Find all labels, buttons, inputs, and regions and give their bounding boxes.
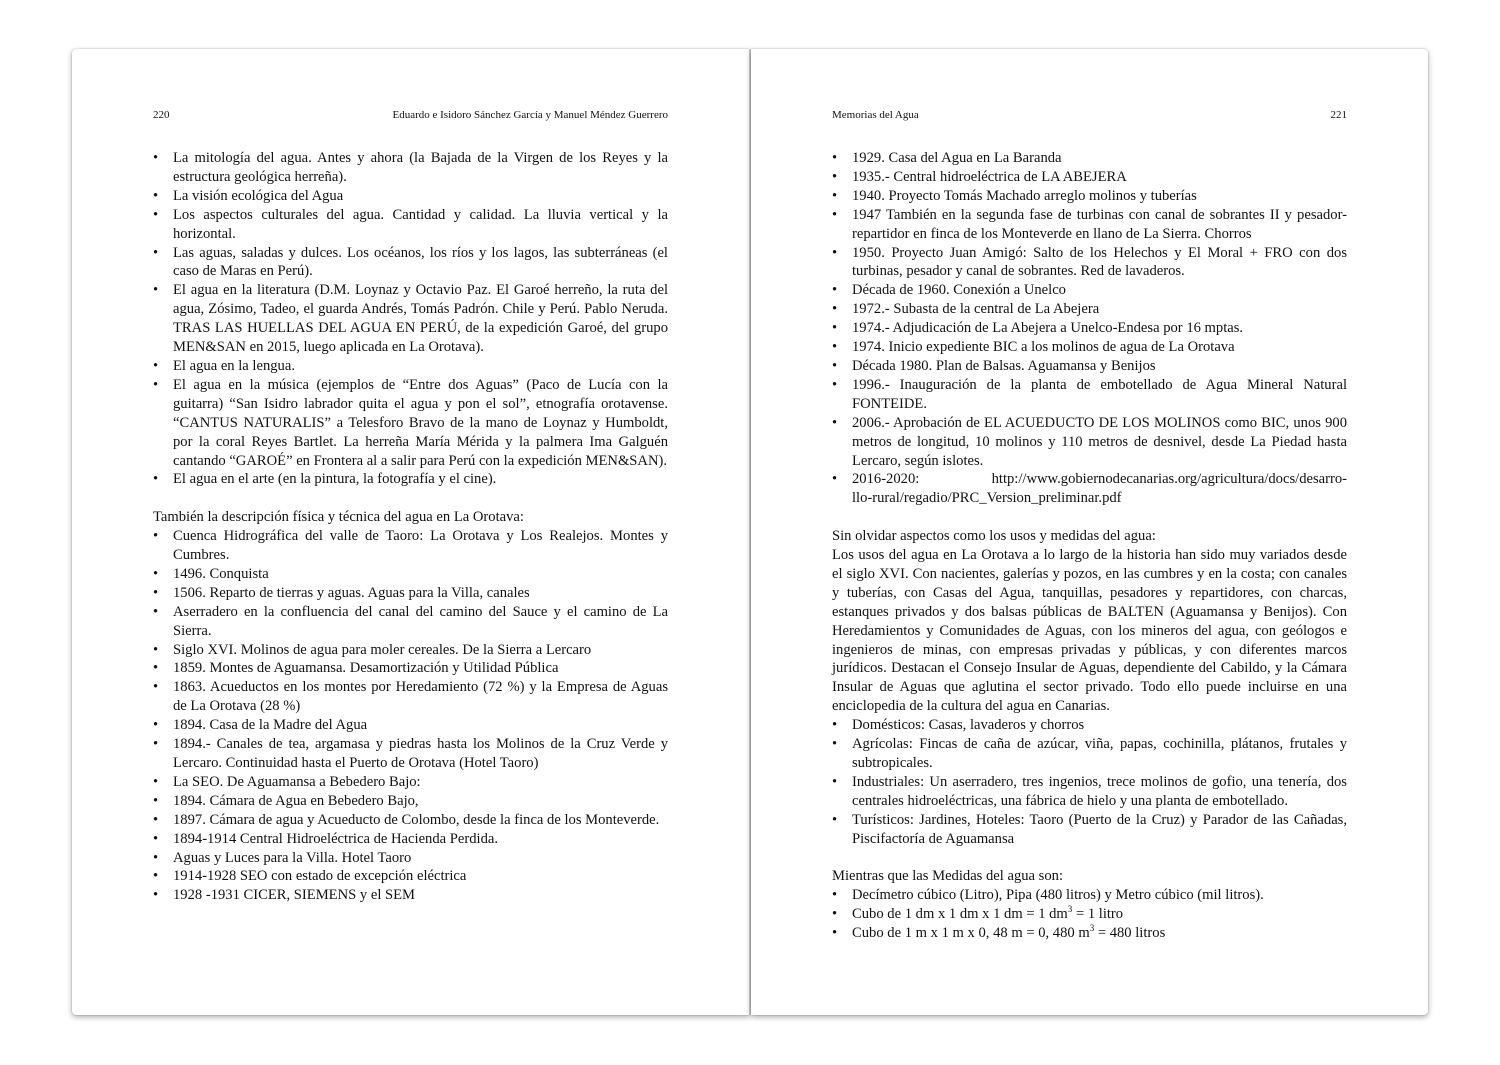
page-number: 221 bbox=[1330, 109, 1347, 121]
list-item bbox=[153, 187, 668, 206]
bullet-icon: • bbox=[153, 187, 159, 204]
bullet-icon: • bbox=[832, 887, 838, 904]
bullet-icon: • bbox=[832, 811, 838, 828]
list-item bbox=[153, 641, 668, 660]
list-item bbox=[153, 849, 668, 868]
url-link-continued[interactable]: llo-rural/regadio/PRC_Version_preliminar.pdf bbox=[852, 490, 1122, 507]
bullet-icon: • bbox=[153, 206, 159, 223]
bullet-list bbox=[153, 527, 668, 905]
list-item-text: Cubo de 1 m x 1 m x 0, 48 m = 0, 480 m bbox=[852, 925, 1090, 942]
list-item-text: La SEO. De Aguamansa a Bebedero Bajo: bbox=[173, 773, 421, 790]
bullet-icon: • bbox=[832, 301, 838, 318]
right-page bbox=[751, 49, 1428, 1015]
list-item bbox=[832, 149, 1347, 168]
list-item-text: La visión ecológica del Agua bbox=[173, 187, 344, 204]
list-item-text: 1935.- Central hidroeléctrica de LA ABEJERA bbox=[852, 168, 1127, 185]
bullet-icon: • bbox=[153, 244, 159, 261]
bullet-list bbox=[832, 149, 1347, 470]
bullet-icon: • bbox=[153, 150, 159, 166]
list-item bbox=[832, 470, 1347, 508]
bullet-icon: • bbox=[153, 660, 159, 677]
list-item bbox=[153, 376, 668, 471]
list-item bbox=[153, 659, 668, 678]
bullet-icon: • bbox=[832, 906, 838, 923]
list-item-text: = 1 litro bbox=[1072, 906, 1124, 923]
bullet-icon: • bbox=[153, 773, 159, 790]
list-item-text: El agua en la lengua. bbox=[173, 357, 295, 374]
list-item-text: El agua en el arte (en la pintura, la fotografía y el cine). bbox=[173, 471, 497, 488]
list-item bbox=[832, 811, 1347, 849]
list-item bbox=[832, 319, 1347, 338]
list-item-text: Agrícolas: Fincas de caña de azúcar, viña, papas, cochinilla, plátanos, frutales y subtropicales. bbox=[852, 736, 1347, 771]
left-page-header bbox=[153, 109, 668, 121]
list-item bbox=[832, 187, 1347, 206]
list-item bbox=[153, 773, 668, 792]
list-item-text: = 480 litros bbox=[1094, 925, 1166, 942]
list-item-text: 1929. Casa del Agua en La Baranda bbox=[852, 150, 1062, 166]
list-item bbox=[832, 735, 1347, 773]
list-item bbox=[153, 565, 668, 584]
bullet-icon: • bbox=[153, 376, 159, 393]
list-item-text: 1859. Montes de Aguamansa. Desamortización y Utilidad Pública bbox=[173, 660, 559, 677]
list-item-text: Cubo de 1 dm x 1 dm x 1 dm = 1 dm bbox=[852, 906, 1068, 923]
list-item-text: 1974. Inicio expediente BIC a los molinos de agua de La Orotava bbox=[852, 339, 1235, 356]
bullet-icon: • bbox=[832, 717, 838, 734]
list-item bbox=[832, 924, 1347, 943]
bullet-icon: • bbox=[832, 376, 838, 393]
list-item bbox=[832, 376, 1347, 414]
bullet-list bbox=[153, 149, 668, 489]
bullet-icon: • bbox=[153, 528, 159, 545]
bullet-icon: • bbox=[832, 320, 838, 337]
list-item-text: Turísticos: Jardines, Hoteles: Taoro (Puerto de la Cruz) y Parador de las Cañadas, Piscifactoría de Aguamansa bbox=[852, 811, 1347, 847]
list-item-text: 1894. Casa de la Madre del Agua bbox=[173, 717, 368, 734]
list-item bbox=[153, 281, 668, 357]
bullet-icon: • bbox=[153, 811, 159, 828]
list-item-text: 1972.- Subasta de la central de La Abejera bbox=[852, 301, 1100, 318]
list-item bbox=[832, 886, 1347, 905]
bullet-icon: • bbox=[832, 282, 838, 299]
list-item-text: 1894. Cámara de Agua en Bebedero Bajo, bbox=[173, 792, 419, 809]
list-item-text: 1894.- Canales de tea, argamasa y piedras hasta los Molinos de la Cruz Verde y Lercaro. Continuidad hasta el Puerto de Orotava (Hotel Taoro) bbox=[173, 736, 668, 771]
list-item bbox=[832, 773, 1347, 811]
list-item bbox=[153, 149, 668, 187]
list-item bbox=[153, 830, 668, 849]
list-item-text: 1996.- Inauguración de la planta de embotellado de Agua Mineral Natural FONTEIDE. bbox=[852, 376, 1347, 412]
list-item bbox=[153, 867, 668, 886]
list-item-text: 1950. Proyecto Juan Amigó: Salto de los Helechos y El Moral + FRO con dos turbinas, pesador y canal de sobrantes. Red de lavaderos. bbox=[852, 244, 1347, 280]
list-item-text: Domésticos: Casas, lavaderos y chorros bbox=[852, 717, 1085, 734]
bullet-icon: • bbox=[832, 206, 838, 223]
list-item-text: 1940. Proyecto Tomás Machado arreglo molinos y tuberías bbox=[852, 187, 1197, 204]
running-head: Eduardo e Isidoro Sánchez García y Manuel Méndez Guerrero bbox=[392, 109, 668, 121]
list-item bbox=[832, 244, 1347, 282]
list-item bbox=[832, 716, 1347, 735]
list-item-text: 1506. Reparto de tierras y aguas. Aguas para la Villa, canales bbox=[173, 584, 530, 601]
list-item bbox=[153, 527, 668, 565]
section-intro: Mientras que las Medidas del agua son: bbox=[832, 868, 1064, 885]
list-item-text: 1894-1914 Central Hidroeléctrica de Hacienda Perdida. bbox=[173, 830, 498, 847]
list-item bbox=[832, 300, 1347, 319]
list-item bbox=[153, 678, 668, 716]
left-page-content bbox=[153, 149, 668, 905]
right-page-header bbox=[832, 109, 1347, 121]
list-item-text: Los aspectos culturales del agua. Cantidad y calidad. La lluvia vertical y la horizontal. bbox=[173, 206, 668, 242]
list-item-text: 1897. Cámara de agua y Acueducto de Colombo, desde la finca de los Monteverde. bbox=[173, 811, 660, 828]
list-item-text: El agua en la música (ejemplos de “Entre dos Aguas” (Paco de Lucía con la guitarra) “San Isidro labrador quita el agua y pon el sol”, etnografía orotavense. “CANTUS NATURALIS” a Telesforo Bravo de la mano de Loynaz y Humboldt, por la coral Reyes Bartlet. La herreña María Mérida y la palmera Ima Galguén cantando “GAROÉ” en Frontera al a salir para Perú con la expedición MEN&SAN). bbox=[173, 376, 668, 469]
list-item bbox=[153, 886, 668, 905]
list-item-text: 1947 También en la segunda fase de turbinas con canal de sobrantes II y pesador-repartidor en finca de los Monteverde en llano de La Sierra. Chorros bbox=[852, 206, 1347, 242]
right-page-content bbox=[832, 149, 1347, 943]
bullet-icon: • bbox=[832, 471, 838, 488]
bullet-icon: • bbox=[153, 641, 159, 658]
bullet-icon: • bbox=[832, 736, 838, 753]
bullet-list bbox=[832, 886, 1347, 943]
page-number: 220 bbox=[153, 109, 170, 121]
list-item bbox=[153, 735, 668, 773]
bullet-icon: • bbox=[832, 925, 838, 942]
list-item-text: Aguas y Luces para la Villa. Hotel Taoro bbox=[173, 849, 412, 866]
bullet-icon: • bbox=[153, 868, 159, 885]
bullet-icon: • bbox=[832, 339, 838, 356]
running-head: Memorias del Agua bbox=[832, 109, 919, 121]
bullet-icon: • bbox=[832, 357, 838, 374]
list-item-text: 1496. Conquista bbox=[173, 565, 269, 582]
list-item-text: Las aguas, saladas y dulces. Los océanos, los ríos y los lagos, las subterráneas (el caso de Maras en Perú). bbox=[173, 244, 668, 280]
bullet-icon: • bbox=[832, 773, 838, 790]
section-intro: Sin olvidar aspectos como los usos y medidas del agua: bbox=[832, 528, 1156, 545]
bullet-icon: • bbox=[832, 414, 838, 431]
list-item-year: 2016-2020: bbox=[852, 471, 920, 488]
list-item-text: Aserradero en la confluencia del canal del camino del Sauce y el camino de La Sierra. bbox=[173, 603, 668, 639]
bullet-icon: • bbox=[832, 150, 838, 166]
superscript: 3 bbox=[1089, 923, 1095, 934]
bullet-icon: • bbox=[153, 282, 159, 299]
bullet-icon: • bbox=[153, 679, 159, 696]
list-item bbox=[832, 905, 1347, 924]
bullet-icon: • bbox=[832, 187, 838, 204]
list-item-text: 2006.- Aprobación de EL ACUEDUCTO DE LOS MOLINOS como BIC, unos 900 metros de longitud, 10 molinos y 110 metros de desnivel, desde La Piedad hasta Lercaro, según islotes. bbox=[852, 414, 1347, 469]
list-item bbox=[832, 206, 1347, 244]
list-item bbox=[832, 281, 1347, 300]
list-item bbox=[832, 357, 1347, 376]
bullet-icon: • bbox=[153, 603, 159, 620]
bullet-icon: • bbox=[153, 471, 159, 488]
bullet-icon: • bbox=[153, 584, 159, 601]
url-link[interactable]: http://www.gobiernodecanarias.org/agricultura/docs/desarro- bbox=[991, 471, 1347, 488]
list-item bbox=[153, 811, 668, 830]
list-item-text: Siglo XVI. Molinos de agua para moler cereales. De la Sierra a Lercaro bbox=[173, 641, 592, 658]
list-item-text: 1928 -1931 CICER, SIEMENS y el SEM bbox=[173, 887, 416, 904]
list-item bbox=[153, 244, 668, 282]
bullet-icon: • bbox=[153, 736, 159, 753]
list-item-text: Década de 1960. Conexión a Unelco bbox=[852, 282, 1066, 299]
bullet-icon: • bbox=[832, 168, 838, 185]
list-item bbox=[153, 603, 668, 641]
left-page bbox=[72, 49, 749, 1015]
bullet-icon: • bbox=[832, 244, 838, 261]
bullet-icon: • bbox=[153, 565, 159, 582]
list-item bbox=[832, 414, 1347, 471]
bullet-icon: • bbox=[153, 717, 159, 734]
book-spread bbox=[72, 49, 1428, 1015]
list-item-text: Década 1980. Plan de Balsas. Aguamansa y Benijos bbox=[852, 357, 1156, 374]
list-item-text: 1974.- Adjudicación de La Abejera a Unelco-Endesa por 16 mptas. bbox=[852, 320, 1244, 337]
list-item-text: Decímetro cúbico (Litro), Pipa (480 litros) y Metro cúbico (mil litros). bbox=[852, 887, 1264, 904]
list-item bbox=[832, 338, 1347, 357]
list-item bbox=[153, 206, 668, 244]
list-item-text: Industriales: Un aserradero, tres ingenios, trece molinos de gofio, una tenería, dos centrales hidroeléctricas, una fábrica de hielo y una planta de embotellado. bbox=[852, 773, 1347, 809]
list-item-text: 1914-1928 SEO con estado de excepción eléctrica bbox=[173, 868, 467, 885]
list-item bbox=[153, 792, 668, 811]
bullet-icon: • bbox=[153, 357, 159, 374]
list-item bbox=[153, 357, 668, 376]
bullet-icon: • bbox=[153, 830, 159, 847]
list-item bbox=[153, 716, 668, 735]
list-item-text: La mitología del agua. Antes y ahora (la Bajada de la Virgen de los Reyes y la estructura geológica herreña). bbox=[173, 150, 668, 185]
bullet-list bbox=[832, 716, 1347, 848]
bullet-icon: • bbox=[153, 887, 159, 904]
body-paragraph: Los usos del agua en La Orotava a lo largo de la historia han sido muy variados desde el siglo XVI. Con nacientes, galerías y pozos, en las cumbres y en la costa; con canales y tuberías, con Casas del Agua, tanquillas, pesadores y repartidores, con charcas, estanques privados y dos balsas públicas de BALTEN (Aguamansa y Benijos). Con Heredamientos y Comunidades de Aguas, con los mineros del agua, con geólogos e ingenieros de minas, con empresas privadas y públicas, y con diferentes marcos jurídicos. Destacan el Consejo Insular de Aguas, dependiente del Cabildo, y la Cámara Insular de Aguas que aglutina el sector privado. Todo ello puede incluirse en una enciclopedia de la cultura del agua en Canarias. bbox=[832, 547, 1347, 715]
list-item bbox=[832, 168, 1347, 187]
bullet-icon: • bbox=[153, 792, 159, 809]
bullet-icon: • bbox=[153, 849, 159, 866]
list-item-text: El agua en la literatura (D.M. Loynaz y Octavio Paz. El Garoé herreño, la ruta del agua, Zósimo, Tadeo, el guarda Andrés, Tomás Padrón. Chile y Perú. Pablo Neruda. TRAS LAS HUELLAS DEL AGUA EN PERÚ, de la expedición Garoé, del grupo MEN&SAN en 2015, luego aplicada en La Orotava). bbox=[173, 282, 668, 356]
list-item-text: 1863. Acueductos en los montes por Heredamiento (72 %) y la Empresa de Aguas de La Orotava (28 %) bbox=[173, 679, 668, 715]
list-item bbox=[153, 470, 668, 489]
section-intro: También la descripción física y técnica del agua en La Orotava: bbox=[153, 509, 524, 526]
list-item-text: Cuenca Hidrográfica del valle de Taoro: La Orotava y Los Realejos. Montes y Cumbres. bbox=[173, 528, 668, 564]
superscript: 3 bbox=[1067, 904, 1073, 915]
bullet-list bbox=[832, 470, 1347, 508]
list-item bbox=[153, 584, 668, 603]
